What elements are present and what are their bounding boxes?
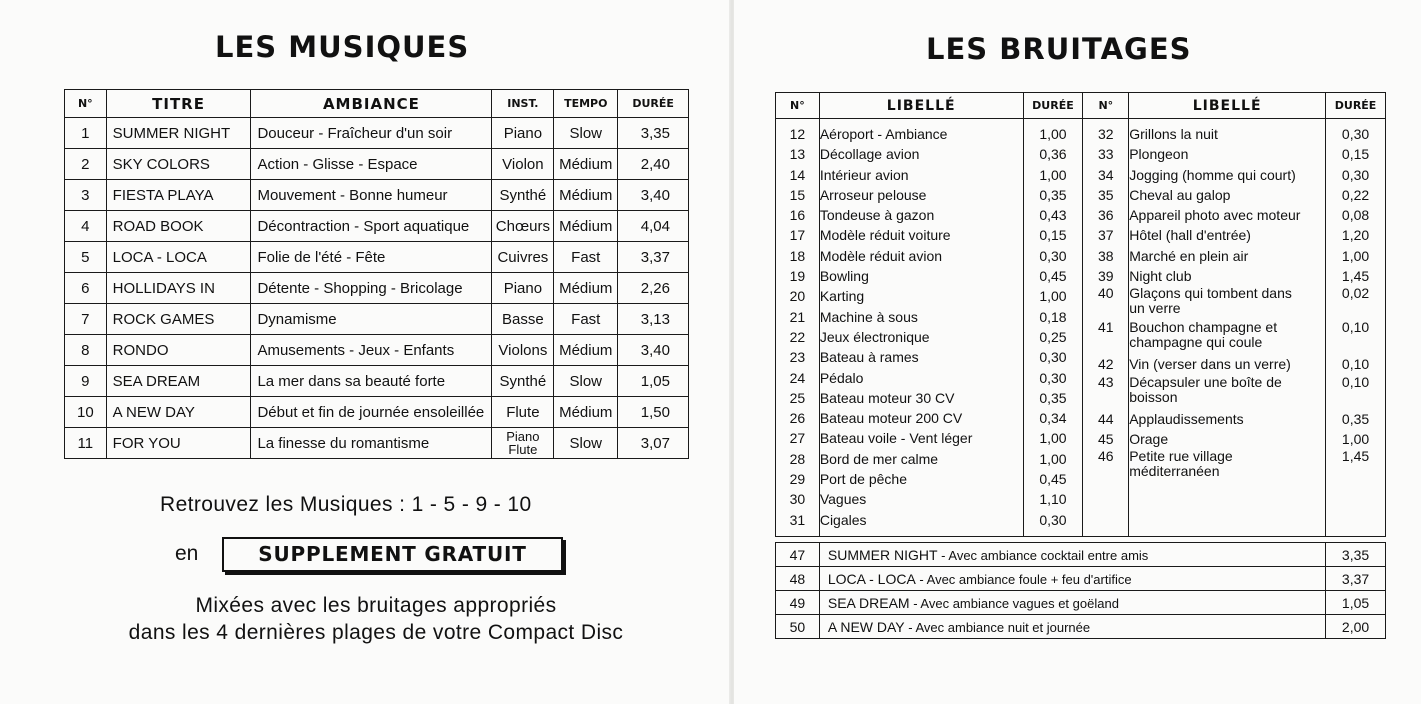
bruitage-num: 17	[789, 227, 806, 244]
bruitage-duree: 0,18	[1039, 308, 1067, 325]
musique-ambiance: La finesse du romantisme	[251, 428, 492, 459]
bruitage-libelle-line: Bouchon champagne et	[1129, 319, 1278, 336]
bruitage-libelle: Hôtel (hall d'entrée)	[1129, 227, 1251, 244]
bruitage-duree: 0,22	[1341, 186, 1370, 203]
musique-duree: 1,05	[618, 366, 689, 397]
bruitage-duree: 1,00	[1039, 166, 1067, 183]
bruitage-duree: 1,10	[1039, 491, 1067, 508]
musique-titre: FOR YOU	[106, 428, 251, 459]
track-title: SUMMER NIGHT	[827, 546, 938, 563]
musique-ambiance: Action - Glisse - Espace	[251, 149, 492, 180]
bruitage-duree: 0,30	[1341, 126, 1370, 142]
right-page	[734, 0, 1421, 704]
bruitage-num: 34	[1098, 166, 1114, 183]
musique-inst: Violons	[492, 335, 554, 366]
musique-num: 9	[65, 366, 107, 397]
musique-duree: 3,13	[618, 304, 689, 335]
musique-inst: Cuivres	[492, 242, 554, 273]
bruitage-num: 18	[789, 247, 806, 264]
bruitage-libelle	[1129, 286, 1325, 320]
musique-titre: A NEW DAY	[106, 397, 251, 428]
musique-tempo: Médium	[554, 335, 618, 366]
bruitage-libelle	[1129, 320, 1325, 354]
musique-inst: Flute	[492, 397, 554, 428]
musique-ambiance: Amusements - Jeux - Enfants	[251, 335, 492, 366]
bruitage-num: 39	[1098, 268, 1114, 285]
bruitage-duree: 0,35	[1039, 389, 1067, 406]
musique-ambiance: Folie de l'été - Fête	[251, 242, 492, 273]
bruitage-duree: 0,30	[1039, 369, 1067, 386]
bruitage-libelle: Jogging (homme qui court)	[1129, 166, 1296, 183]
musique-tempo: Slow	[554, 366, 618, 397]
bruitage-libelle: Bateau à rames	[819, 349, 919, 366]
bruitage-duree: 1,00	[1039, 430, 1067, 447]
musique-num: 1	[65, 118, 107, 149]
bruitage-num: 35	[1098, 186, 1114, 203]
bruitage-num: 24	[789, 369, 806, 386]
musique-row	[65, 397, 689, 428]
bruitage-num: 41	[1098, 319, 1114, 336]
musique-num: 8	[65, 335, 107, 366]
bruitage-num: 25	[789, 389, 806, 406]
bruitage-libelle-line: Décapsuler une boîte de	[1129, 373, 1282, 390]
bruitage-num: 19	[789, 268, 806, 285]
bruitage-duree: 0,25	[1039, 328, 1067, 345]
bruitages-title: LES BRUITAGES	[926, 32, 1192, 66]
header-titre: TITRE	[106, 90, 251, 118]
musique-inst: Piano	[492, 273, 554, 304]
bruitage-libelle-line: Glaçons qui tombent dans	[1129, 285, 1292, 302]
musique-duree: 3,35	[618, 118, 689, 149]
bruitage-libelle: Bowling	[819, 268, 869, 285]
bruitages-header-row	[776, 93, 1386, 119]
bruitage-libelle-line: méditerranéen	[1129, 463, 1220, 480]
right-libelle-column	[1129, 119, 1326, 537]
musique-tempo: Médium	[554, 211, 618, 242]
bruitage-num: 42	[1098, 356, 1114, 373]
musique-inst	[492, 428, 554, 459]
bruitage-num: 28	[789, 450, 806, 467]
bruitage-num: 33	[1098, 146, 1114, 163]
musique-inst: Violon	[492, 149, 554, 180]
left-num-column	[776, 119, 820, 537]
track-description	[819, 543, 1325, 567]
bruitage-duree: 0,15	[1341, 146, 1370, 163]
mixees-line-1: Mixées avec les bruitages appropriés	[195, 594, 557, 617]
track-description	[819, 615, 1325, 639]
bruitage-libelle-line: un verre	[1129, 300, 1181, 317]
track-description	[819, 567, 1325, 591]
bruitage-duree: 1,00	[1341, 430, 1370, 447]
bruitage-libelle: Modèle réduit voiture	[819, 227, 951, 244]
track-num: 49	[776, 591, 820, 615]
header-libelle-right: LIBELLÉ	[1129, 93, 1326, 119]
bruitage-duree: 1,45	[1341, 448, 1370, 465]
musique-ambiance: Début et fin de journée ensoleillée	[251, 397, 492, 428]
bruitages-table	[775, 92, 1386, 537]
bruitage-libelle: Marché en plein air	[1129, 247, 1249, 264]
bruitage-libelle-line: boisson	[1129, 388, 1178, 405]
musique-titre: FIESTA PLAYA	[106, 180, 251, 211]
bruitage-duree: 1,45	[1341, 268, 1370, 285]
bruitage-libelle: Bord de mer calme	[819, 450, 939, 467]
bruitage-num: 37	[1098, 227, 1114, 244]
musique-titre: LOCA - LOCA	[106, 242, 251, 273]
musiques-title: LES MUSIQUES	[215, 30, 470, 64]
supplement-gratuit-box: SUPPLEMENT GRATUIT	[222, 537, 563, 572]
musique-tempo: Slow	[554, 118, 618, 149]
bruitage-num: 43	[1098, 373, 1114, 390]
musique-ambiance: La mer dans sa beauté forte	[251, 366, 492, 397]
musique-tempo: Fast	[554, 304, 618, 335]
bruitage-duree: 0,30	[1039, 349, 1067, 366]
en-text: en	[175, 542, 199, 565]
bruitage-duree: 0,35	[1341, 410, 1370, 427]
musique-row	[65, 118, 689, 149]
bruitage-duree: 0,34	[1039, 410, 1067, 427]
bruitage-libelle: Jeux électronique	[819, 328, 930, 345]
left-duree-column	[1023, 119, 1083, 537]
musique-titre: ROCK GAMES	[106, 304, 251, 335]
musique-duree: 3,07	[618, 428, 689, 459]
mixees-line-2: dans les 4 dernières plages de votre Compact Disc	[128, 621, 624, 644]
bruitage-num: 30	[789, 491, 806, 508]
musique-titre: SEA DREAM	[106, 366, 251, 397]
header-tempo: TEMPO	[554, 90, 618, 118]
musique-row	[65, 304, 689, 335]
bruitage-duree: 0,35	[1039, 186, 1067, 203]
musique-row	[65, 335, 689, 366]
bruitages-body-row	[776, 119, 1386, 537]
musique-inst: Synthé	[492, 366, 554, 397]
bruitage-libelle: Appareil photo avec moteur	[1129, 207, 1301, 224]
bruitage-num: 26	[789, 410, 806, 427]
track-description	[819, 591, 1325, 615]
header-num: N°	[65, 90, 107, 118]
track-num: 50	[776, 615, 820, 639]
bruitage-libelle: Bateau moteur 200 CV	[819, 410, 963, 427]
bruitage-libelle: Night club	[1129, 268, 1192, 285]
musique-ambiance: Douceur - Fraîcheur d'un soir	[251, 118, 492, 149]
musique-num: 3	[65, 180, 107, 211]
musique-titre: SKY COLORS	[106, 149, 251, 180]
musique-inst: Basse	[492, 304, 554, 335]
musique-duree: 3,37	[618, 242, 689, 273]
bruitage-num: 32	[1098, 126, 1114, 142]
musique-row	[65, 242, 689, 273]
bruitage-libelle: Orage	[1129, 430, 1169, 447]
musique-num: 10	[65, 397, 107, 428]
track-row	[776, 591, 1386, 615]
right-num-column	[1083, 119, 1129, 537]
header-libelle-left: LIBELLÉ	[819, 93, 1023, 119]
musique-titre: RONDO	[106, 335, 251, 366]
bruitage-libelle: Pédalo	[819, 369, 864, 386]
track-desc: - Avec ambiance foule + feu d'artifice	[915, 571, 1132, 587]
header-ambiance: AMBIANCE	[251, 90, 492, 118]
bruitage-num: 14	[789, 166, 806, 183]
musique-tempo: Médium	[554, 273, 618, 304]
musique-tempo: Médium	[554, 397, 618, 428]
bruitage-num: 45	[1098, 430, 1114, 447]
bruitage-num: 20	[789, 288, 806, 305]
track-desc: - Avec ambiance cocktail entre amis	[937, 547, 1149, 563]
bruitage-libelle: Vin (verser dans un verre)	[1129, 356, 1291, 373]
bruitage-libelle: Vagues	[819, 491, 867, 508]
bruitage-num: 13	[789, 146, 806, 163]
header-duree-left: DURÉE	[1023, 93, 1083, 119]
bruitage-libelle-line: champagne qui coule	[1129, 334, 1263, 351]
bruitage-duree: 0,30	[1341, 166, 1370, 183]
musique-num: 6	[65, 273, 107, 304]
bruitage-libelle: Applaudissements	[1129, 410, 1244, 427]
bruitage-duree: 0,45	[1039, 471, 1067, 488]
bruitage-libelle: Port de pêche	[819, 471, 907, 488]
bruitage-libelle: Bateau voile - Vent léger	[819, 430, 973, 447]
bruitage-num: 38	[1098, 247, 1114, 264]
bruitage-num: 44	[1098, 410, 1114, 427]
bruitage-libelle: Grillons la nuit	[1129, 126, 1218, 142]
bruitage-libelle: Aéroport - Ambiance	[819, 126, 948, 142]
retrouvez-text: Retrouvez les Musiques : 1 - 5 - 9 - 10	[160, 493, 532, 516]
musique-duree: 3,40	[618, 180, 689, 211]
track-num: 47	[776, 543, 820, 567]
bruitage-duree: 0,10	[1341, 373, 1370, 390]
bruitage-libelle: Modèle réduit avion	[819, 247, 943, 264]
bruitage-libelle: Machine à sous	[819, 308, 918, 325]
musique-tempo: Slow	[554, 428, 618, 459]
bruitage-duree: 0,36	[1039, 146, 1067, 163]
track-row	[776, 615, 1386, 639]
bruitage-duree: 1,00	[1039, 126, 1067, 142]
musique-row	[65, 180, 689, 211]
bruitage-duree: 1,20	[1341, 227, 1370, 244]
bruitage-num: 21	[789, 308, 806, 325]
track-desc: - Avec ambiance vagues et goëland	[909, 595, 1119, 611]
musique-ambiance: Mouvement - Bonne humeur	[251, 180, 492, 211]
bruitage-libelle: Cheval au galop	[1129, 186, 1231, 203]
track-duree: 1,05	[1326, 591, 1386, 615]
musique-duree: 4,04	[618, 211, 689, 242]
bruitage-duree: 0,45	[1039, 268, 1067, 285]
track-row	[776, 567, 1386, 591]
musique-duree: 3,40	[618, 335, 689, 366]
track-title: SEA DREAM	[827, 594, 910, 611]
track-duree: 2,00	[1326, 615, 1386, 639]
track-duree: 3,37	[1326, 567, 1386, 591]
musique-num: 5	[65, 242, 107, 273]
bruitage-libelle	[1129, 449, 1325, 483]
musique-num: 11	[65, 428, 107, 459]
musiques-table	[64, 89, 689, 459]
bruitage-duree: 0,30	[1039, 247, 1067, 264]
bruitage-num: 40	[1098, 285, 1114, 302]
bruitage-num: 36	[1098, 207, 1114, 224]
header-duree-right: DURÉE	[1326, 93, 1386, 119]
musiques-header-row	[65, 90, 689, 118]
musique-inst-line: Flute	[508, 442, 538, 457]
musique-inst-line: Piano	[506, 429, 540, 444]
musique-num: 7	[65, 304, 107, 335]
musique-ambiance: Décontraction - Sport aquatique	[251, 211, 492, 242]
track-title: A NEW DAY	[827, 618, 905, 635]
musique-ambiance: Dynamisme	[251, 304, 492, 335]
musique-tempo: Fast	[554, 242, 618, 273]
track-title: LOCA - LOCA	[827, 570, 916, 587]
track-desc: - Avec ambiance nuit et journée	[904, 619, 1091, 635]
musique-inst: Chœurs	[492, 211, 554, 242]
bruitage-num: 23	[789, 349, 806, 366]
bruitage-duree: 0,02	[1341, 285, 1370, 302]
bruitage-duree: 0,10	[1341, 319, 1370, 336]
bruitage-num: 15	[789, 186, 806, 203]
bruitage-libelle: Bateau moteur 30 CV	[819, 389, 955, 406]
musique-row	[65, 366, 689, 397]
musique-ambiance: Détente - Shopping - Bricolage	[251, 273, 492, 304]
bruitage-duree: 0,43	[1039, 207, 1067, 224]
bruitage-duree: 0,15	[1039, 227, 1067, 244]
track-row	[776, 543, 1386, 567]
musique-duree: 2,40	[618, 149, 689, 180]
musique-num: 2	[65, 149, 107, 180]
musique-row	[65, 211, 689, 242]
bruitage-duree: 1,00	[1341, 247, 1370, 264]
musique-titre: SUMMER NIGHT	[106, 118, 251, 149]
bruitage-duree: 0,10	[1341, 356, 1370, 373]
header-num-right: N°	[1083, 93, 1129, 119]
bruitage-duree: 1,00	[1039, 450, 1067, 467]
musique-tempo: Médium	[554, 149, 618, 180]
bruitage-libelle: Cigales	[819, 511, 867, 528]
bruitage-libelle	[1129, 375, 1325, 409]
bruitage-libelle: Décollage avion	[819, 146, 920, 163]
right-duree-column	[1326, 119, 1386, 537]
bruitage-num: 46	[1098, 448, 1114, 465]
bruitage-num: 12	[789, 126, 806, 142]
bruitage-libelle: Tondeuse à gazon	[819, 207, 935, 224]
musique-titre: ROAD BOOK	[106, 211, 251, 242]
bruitage-duree: 0,08	[1341, 207, 1370, 224]
musique-tempo: Médium	[554, 180, 618, 211]
bruitage-libelle-line: Petite rue village	[1129, 448, 1233, 465]
bruitage-libelle: Karting	[819, 288, 865, 305]
musique-duree: 2,26	[618, 273, 689, 304]
bruitage-num: 27	[789, 430, 806, 447]
bruitage-libelle: Arroseur pelouse	[819, 186, 927, 203]
musique-inst: Synthé	[492, 180, 554, 211]
bruitage-num: 29	[789, 471, 806, 488]
tracks-table	[775, 542, 1386, 639]
musique-inst: Piano	[492, 118, 554, 149]
track-duree: 3,35	[1326, 543, 1386, 567]
header-num-left: N°	[776, 93, 820, 119]
musique-titre: HOLLIDAYS IN	[106, 273, 251, 304]
bruitage-num: 31	[789, 511, 806, 528]
bruitage-libelle: Intérieur avion	[819, 166, 909, 183]
track-num: 48	[776, 567, 820, 591]
musique-num: 4	[65, 211, 107, 242]
musique-duree: 1,50	[618, 397, 689, 428]
bruitage-libelle: Plongeon	[1129, 146, 1189, 163]
musique-row	[65, 428, 689, 459]
bruitage-duree: 1,00	[1039, 288, 1067, 305]
musique-row	[65, 273, 689, 304]
bruitage-num: 22	[789, 328, 806, 345]
left-libelle-column	[819, 119, 1023, 537]
musique-row	[65, 149, 689, 180]
header-inst: INST.	[492, 90, 554, 118]
header-duree: DURÉE	[618, 90, 689, 118]
bruitage-duree: 0,30	[1039, 511, 1067, 528]
bruitage-num: 16	[789, 207, 806, 224]
